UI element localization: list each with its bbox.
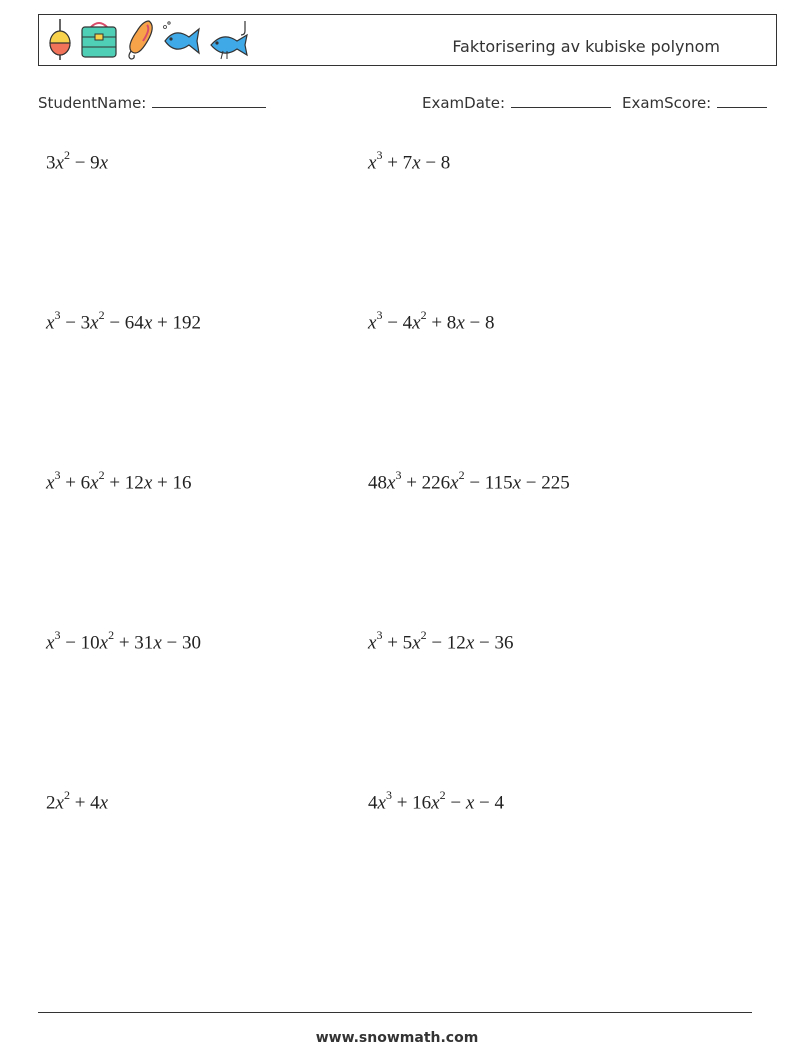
exam-date-field: [422, 93, 611, 112]
student-name-label: StudentName:: [38, 94, 147, 112]
footer-website[interactable]: www.snowmath.com: [315, 1030, 479, 1046]
icon-strip: [45, 19, 251, 63]
exam-score-field: [622, 93, 767, 112]
tackle-box-icon: [79, 17, 119, 65]
fish-icon: [161, 17, 203, 65]
problem-2: $x^3 + 7x - 8$: [368, 148, 451, 174]
problem-4: $x^3 - 4x^2 + 8x - 8$: [368, 308, 495, 334]
problem-3: $x^3 - 3x^2 - 64x + 192$: [46, 308, 201, 334]
student-name-blank[interactable]: [152, 93, 266, 108]
hooked-fish-icon: [207, 17, 251, 65]
fishing-lure-icon: [123, 17, 157, 65]
footer-divider: [38, 1012, 752, 1013]
exam-date-label: ExamDate:: [422, 94, 506, 112]
worksheet-title: Faktorisering av kubiske polynom: [452, 37, 720, 56]
student-name-field: [38, 93, 266, 112]
exam-date-blank[interactable]: [511, 93, 611, 108]
problem-5: $x^3 + 6x^2 + 12x + 16$: [46, 468, 192, 494]
problem-9: $2x^2 + 4x$: [46, 788, 109, 814]
worksheet-header: [38, 14, 777, 66]
problem-6: $48x^3 + 226x^2 - 115x - 225$: [368, 468, 570, 494]
fishing-float-icon: [45, 17, 75, 65]
exam-score-blank[interactable]: [717, 93, 767, 108]
problem-10: $4x^3 + 16x^2 - x - 4$: [368, 788, 504, 814]
problem-8: $x^3 + 5x^2 - 12x - 36$: [368, 628, 514, 654]
problem-7: $x^3 - 10x^2 + 31x - 30$: [46, 628, 201, 654]
exam-score-label: ExamScore:: [622, 94, 712, 112]
problem-1: $3x^2 - 9x$: [46, 148, 109, 174]
